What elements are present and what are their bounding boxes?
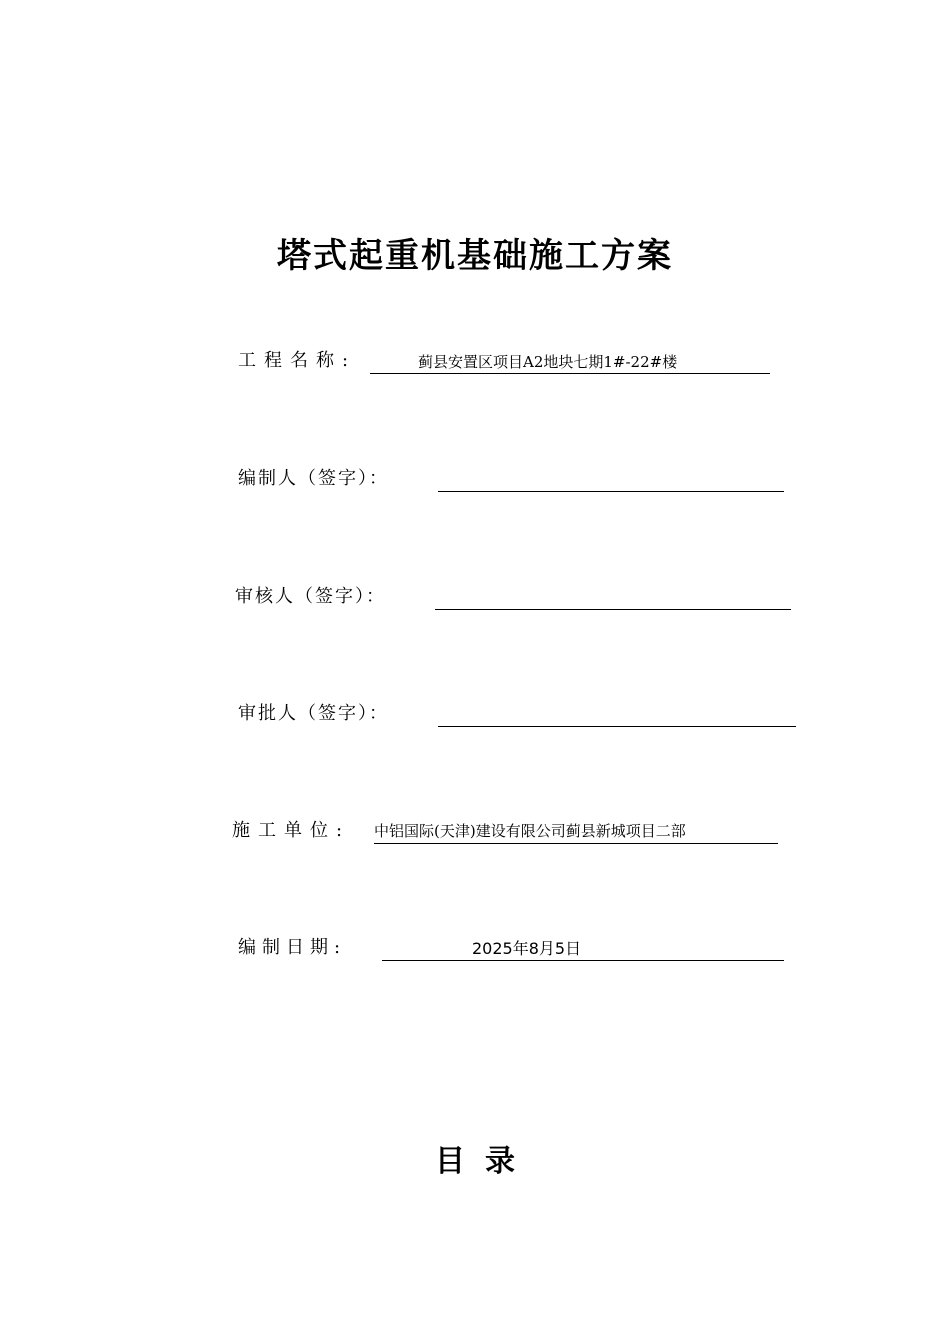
- construction-unit-row: [232, 814, 778, 844]
- approver-row: [238, 697, 796, 727]
- compile-date-label: 编制日期:: [238, 937, 347, 958]
- compile-date-row: [238, 931, 784, 961]
- reviewer-signature-line: [435, 585, 791, 610]
- compiler-label: 编制人（签字）：: [238, 468, 389, 489]
- project-name-value: 蓟县安置区项目A2地块七期1#-22#楼: [370, 350, 770, 374]
- reviewer-row: [235, 580, 791, 610]
- construction-unit-label: 施工单位:: [232, 820, 351, 841]
- compiler-row: [238, 462, 784, 492]
- construction-unit-value: 中铝国际(天津)建设有限公司蓟县新城项目二部: [374, 819, 778, 844]
- reviewer-label: 审核人（签字）：: [235, 586, 386, 607]
- compile-date-value: 2025年8月5日: [382, 937, 784, 961]
- document-title: 塔式起重机基础施工方案: [277, 236, 673, 276]
- project-name-label: 工程名称:: [238, 350, 357, 371]
- approver-signature-line: [438, 702, 796, 727]
- project-name-row: [238, 344, 770, 374]
- toc-title: 目录: [435, 1144, 535, 1179]
- approver-label: 审批人（签字）：: [238, 703, 389, 724]
- compiler-signature-line: [438, 467, 784, 492]
